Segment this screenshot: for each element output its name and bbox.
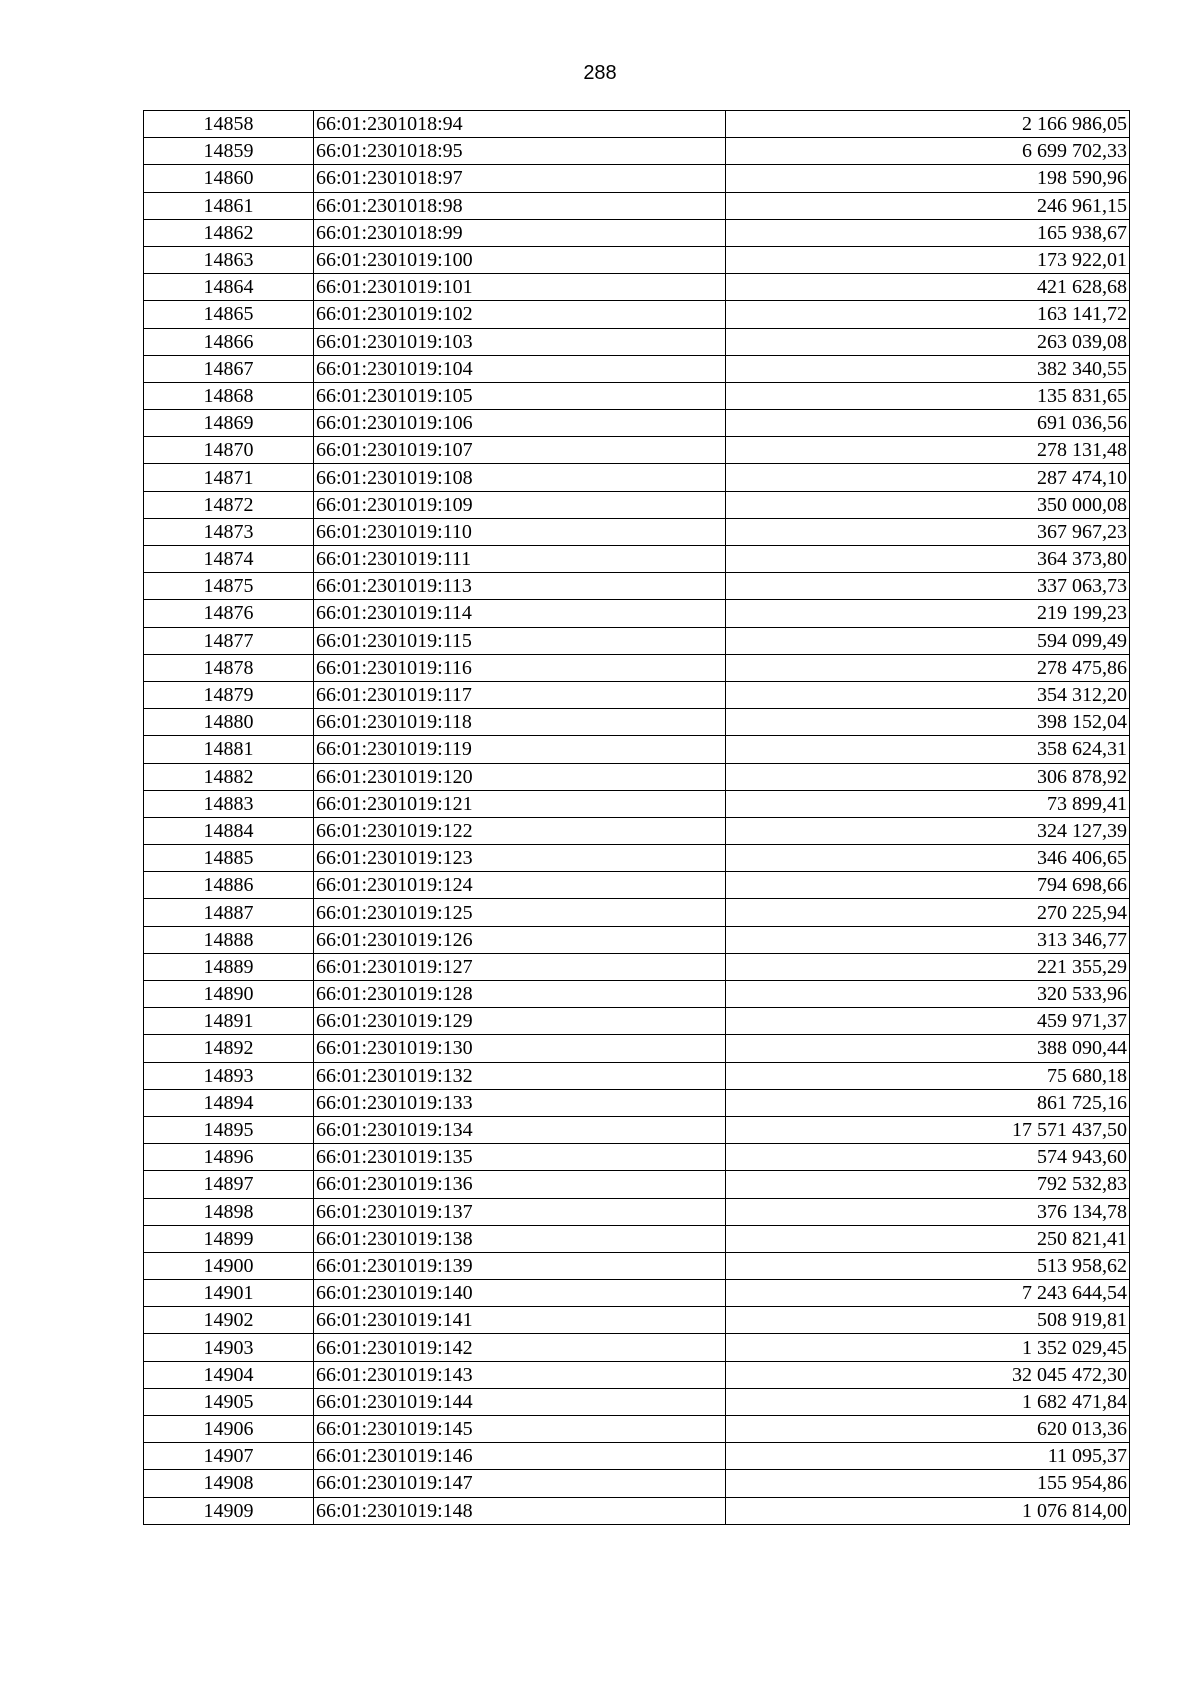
row-number-cell: 14888 <box>144 926 314 953</box>
cadastral-number-cell: 66:01:2301018:99 <box>314 219 726 246</box>
cadastral-number-cell: 66:01:2301019:111 <box>314 546 726 573</box>
table-row <box>144 464 1130 491</box>
cadastral-number-cell: 66:01:2301019:123 <box>314 845 726 872</box>
row-number-cell: 14886 <box>144 872 314 899</box>
table-row <box>144 1144 1130 1171</box>
row-number-cell: 14904 <box>144 1361 314 1388</box>
cadastral-value-cell: 459 971,37 <box>726 1008 1130 1035</box>
cadastral-value-cell: 250 821,41 <box>726 1225 1130 1252</box>
row-number-cell: 14883 <box>144 790 314 817</box>
table-row <box>144 355 1130 382</box>
row-number-cell: 14882 <box>144 763 314 790</box>
cadastral-number-cell: 66:01:2301019:103 <box>314 328 726 355</box>
table-row <box>144 1116 1130 1143</box>
cadastral-number-cell: 66:01:2301019:136 <box>314 1171 726 1198</box>
table-row <box>144 165 1130 192</box>
cadastral-value-cell: 350 000,08 <box>726 491 1130 518</box>
cadastral-number-cell: 66:01:2301019:132 <box>314 1062 726 1089</box>
cadastral-value-table <box>143 110 1130 1525</box>
table-row <box>144 627 1130 654</box>
cadastral-number-cell: 66:01:2301019:138 <box>314 1225 726 1252</box>
cadastral-number-cell: 66:01:2301019:139 <box>314 1252 726 1279</box>
row-number-cell: 14891 <box>144 1008 314 1035</box>
cadastral-value-cell: 163 141,72 <box>726 301 1130 328</box>
cadastral-value-cell: 337 063,73 <box>726 573 1130 600</box>
cadastral-number-cell: 66:01:2301019:133 <box>314 1089 726 1116</box>
table-row <box>144 1171 1130 1198</box>
cadastral-number-cell: 66:01:2301019:135 <box>314 1144 726 1171</box>
row-number-cell: 14889 <box>144 953 314 980</box>
row-number-cell: 14905 <box>144 1388 314 1415</box>
cadastral-number-cell: 66:01:2301019:146 <box>314 1443 726 1470</box>
row-number-cell: 14893 <box>144 1062 314 1089</box>
cadastral-value-cell: 574 943,60 <box>726 1144 1130 1171</box>
row-number-cell: 14869 <box>144 410 314 437</box>
cadastral-value-cell: 376 134,78 <box>726 1198 1130 1225</box>
cadastral-value-cell: 306 878,92 <box>726 763 1130 790</box>
row-number-cell: 14859 <box>144 138 314 165</box>
table-row <box>144 981 1130 1008</box>
row-number-cell: 14876 <box>144 600 314 627</box>
cadastral-value-cell: 278 131,48 <box>726 437 1130 464</box>
row-number-cell: 14873 <box>144 518 314 545</box>
cadastral-number-cell: 66:01:2301019:100 <box>314 246 726 273</box>
cadastral-value-cell: 513 958,62 <box>726 1252 1130 1279</box>
cadastral-value-cell: 354 312,20 <box>726 681 1130 708</box>
cadastral-number-cell: 66:01:2301018:95 <box>314 138 726 165</box>
cadastral-value-cell: 313 346,77 <box>726 926 1130 953</box>
table-row <box>144 1470 1130 1497</box>
row-number-cell: 14901 <box>144 1280 314 1307</box>
row-number-cell: 14864 <box>144 274 314 301</box>
table-row <box>144 736 1130 763</box>
cadastral-number-cell: 66:01:2301019:144 <box>314 1388 726 1415</box>
table-row <box>144 437 1130 464</box>
table-row <box>144 709 1130 736</box>
cadastral-value-cell: 32 045 472,30 <box>726 1361 1130 1388</box>
cadastral-value-cell: 7 243 644,54 <box>726 1280 1130 1307</box>
cadastral-value-cell: 246 961,15 <box>726 192 1130 219</box>
cadastral-value-cell: 73 899,41 <box>726 790 1130 817</box>
table-row <box>144 681 1130 708</box>
row-number-cell: 14862 <box>144 219 314 246</box>
row-number-cell: 14879 <box>144 681 314 708</box>
cadastral-value-cell: 198 590,96 <box>726 165 1130 192</box>
row-number-cell: 14870 <box>144 437 314 464</box>
cadastral-number-cell: 66:01:2301019:113 <box>314 573 726 600</box>
cadastral-value-cell: 1 682 471,84 <box>726 1388 1130 1415</box>
table-row <box>144 274 1130 301</box>
row-number-cell: 14880 <box>144 709 314 736</box>
cadastral-value-cell: 165 938,67 <box>726 219 1130 246</box>
row-number-cell: 14866 <box>144 328 314 355</box>
cadastral-number-cell: 66:01:2301019:134 <box>314 1116 726 1143</box>
table-row <box>144 926 1130 953</box>
cadastral-value-cell: 155 954,86 <box>726 1470 1130 1497</box>
cadastral-number-cell: 66:01:2301019:101 <box>314 274 726 301</box>
cadastral-number-cell: 66:01:2301019:127 <box>314 953 726 980</box>
table-row <box>144 763 1130 790</box>
table-row <box>144 491 1130 518</box>
row-number-cell: 14875 <box>144 573 314 600</box>
cadastral-number-cell: 66:01:2301019:145 <box>314 1416 726 1443</box>
cadastral-value-cell: 6 699 702,33 <box>726 138 1130 165</box>
cadastral-value-cell: 278 475,86 <box>726 654 1130 681</box>
table-row <box>144 600 1130 627</box>
row-number-cell: 14896 <box>144 1144 314 1171</box>
cadastral-value-cell: 219 199,23 <box>726 600 1130 627</box>
cadastral-number-cell: 66:01:2301018:97 <box>314 165 726 192</box>
cadastral-value-cell: 508 919,81 <box>726 1307 1130 1334</box>
row-number-cell: 14877 <box>144 627 314 654</box>
row-number-cell: 14890 <box>144 981 314 1008</box>
table-row <box>144 1497 1130 1524</box>
cadastral-number-cell: 66:01:2301018:94 <box>314 111 726 138</box>
cadastral-value-cell: 421 628,68 <box>726 274 1130 301</box>
table-row <box>144 845 1130 872</box>
cadastral-value-cell: 2 166 986,05 <box>726 111 1130 138</box>
cadastral-value-cell: 367 967,23 <box>726 518 1130 545</box>
cadastral-value-cell: 11 095,37 <box>726 1443 1130 1470</box>
cadastral-number-cell: 66:01:2301019:120 <box>314 763 726 790</box>
cadastral-value-cell: 1 352 029,45 <box>726 1334 1130 1361</box>
row-number-cell: 14894 <box>144 1089 314 1116</box>
row-number-cell: 14861 <box>144 192 314 219</box>
cadastral-number-cell: 66:01:2301019:119 <box>314 736 726 763</box>
cadastral-number-cell: 66:01:2301019:102 <box>314 301 726 328</box>
cadastral-number-cell: 66:01:2301019:140 <box>314 1280 726 1307</box>
table-row <box>144 192 1130 219</box>
row-number-cell: 14867 <box>144 355 314 382</box>
cadastral-number-cell: 66:01:2301019:104 <box>314 355 726 382</box>
cadastral-value-cell: 358 624,31 <box>726 736 1130 763</box>
row-number-cell: 14909 <box>144 1497 314 1524</box>
row-number-cell: 14872 <box>144 491 314 518</box>
cadastral-value-cell: 221 355,29 <box>726 953 1130 980</box>
cadastral-number-cell: 66:01:2301019:108 <box>314 464 726 491</box>
table-row <box>144 246 1130 273</box>
row-number-cell: 14868 <box>144 382 314 409</box>
cadastral-number-cell: 66:01:2301019:141 <box>314 1307 726 1334</box>
cadastral-number-cell: 66:01:2301019:125 <box>314 899 726 926</box>
cadastral-value-cell: 792 532,83 <box>726 1171 1130 1198</box>
cadastral-value-cell: 388 090,44 <box>726 1035 1130 1062</box>
table-row <box>144 219 1130 246</box>
row-number-cell: 14881 <box>144 736 314 763</box>
table-row <box>144 1361 1130 1388</box>
table-row <box>144 328 1130 355</box>
cadastral-value-cell: 691 036,56 <box>726 410 1130 437</box>
cadastral-value-cell: 173 922,01 <box>726 246 1130 273</box>
table-row <box>144 111 1130 138</box>
cadastral-value-cell: 320 533,96 <box>726 981 1130 1008</box>
table-row <box>144 817 1130 844</box>
cadastral-number-cell: 66:01:2301019:143 <box>314 1361 726 1388</box>
cadastral-value-cell: 135 831,65 <box>726 382 1130 409</box>
cadastral-number-cell: 66:01:2301019:118 <box>314 709 726 736</box>
cadastral-value-cell: 794 698,66 <box>726 872 1130 899</box>
row-number-cell: 14908 <box>144 1470 314 1497</box>
cadastral-value-cell: 75 680,18 <box>726 1062 1130 1089</box>
table-row <box>144 301 1130 328</box>
cadastral-number-cell: 66:01:2301019:106 <box>314 410 726 437</box>
row-number-cell: 14878 <box>144 654 314 681</box>
cadastral-value-cell: 594 099,49 <box>726 627 1130 654</box>
cadastral-number-cell: 66:01:2301019:122 <box>314 817 726 844</box>
cadastral-number-cell: 66:01:2301019:105 <box>314 382 726 409</box>
cadastral-value-cell: 861 725,16 <box>726 1089 1130 1116</box>
row-number-cell: 14903 <box>144 1334 314 1361</box>
table-body <box>144 111 1130 1525</box>
cadastral-value-cell: 17 571 437,50 <box>726 1116 1130 1143</box>
row-number-cell: 14898 <box>144 1198 314 1225</box>
row-number-cell: 14858 <box>144 111 314 138</box>
table-row <box>144 1089 1130 1116</box>
cadastral-number-cell: 66:01:2301019:114 <box>314 600 726 627</box>
cadastral-number-cell: 66:01:2301018:98 <box>314 192 726 219</box>
table-row <box>144 1280 1130 1307</box>
row-number-cell: 14902 <box>144 1307 314 1334</box>
row-number-cell: 14892 <box>144 1035 314 1062</box>
cadastral-value-cell: 382 340,55 <box>726 355 1130 382</box>
row-number-cell: 14885 <box>144 845 314 872</box>
table-row <box>144 1252 1130 1279</box>
row-number-cell: 14871 <box>144 464 314 491</box>
cadastral-number-cell: 66:01:2301019:115 <box>314 627 726 654</box>
table-row <box>144 1225 1130 1252</box>
cadastral-value-cell: 398 152,04 <box>726 709 1130 736</box>
cadastral-value-cell: 270 225,94 <box>726 899 1130 926</box>
row-number-cell: 14895 <box>144 1116 314 1143</box>
table-row <box>144 654 1130 681</box>
table-row <box>144 1198 1130 1225</box>
row-number-cell: 14860 <box>144 165 314 192</box>
table-row <box>144 1416 1130 1443</box>
cadastral-value-cell: 287 474,10 <box>726 464 1130 491</box>
row-number-cell: 14900 <box>144 1252 314 1279</box>
row-number-cell: 14907 <box>144 1443 314 1470</box>
cadastral-value-cell: 346 406,65 <box>726 845 1130 872</box>
cadastral-number-cell: 66:01:2301019:117 <box>314 681 726 708</box>
table-row <box>144 573 1130 600</box>
table-row <box>144 899 1130 926</box>
cadastral-number-cell: 66:01:2301019:130 <box>314 1035 726 1062</box>
cadastral-value-cell: 620 013,36 <box>726 1416 1130 1443</box>
row-number-cell: 14887 <box>144 899 314 926</box>
row-number-cell: 14897 <box>144 1171 314 1198</box>
cadastral-value-cell: 324 127,39 <box>726 817 1130 844</box>
table-row <box>144 546 1130 573</box>
cadastral-number-cell: 66:01:2301019:110 <box>314 518 726 545</box>
cadastral-number-cell: 66:01:2301019:107 <box>314 437 726 464</box>
table-row <box>144 1035 1130 1062</box>
cadastral-number-cell: 66:01:2301019:147 <box>314 1470 726 1497</box>
cadastral-number-cell: 66:01:2301019:116 <box>314 654 726 681</box>
cadastral-number-cell: 66:01:2301019:121 <box>314 790 726 817</box>
cadastral-value-cell: 263 039,08 <box>726 328 1130 355</box>
cadastral-number-cell: 66:01:2301019:109 <box>314 491 726 518</box>
cadastral-number-cell: 66:01:2301019:124 <box>314 872 726 899</box>
row-number-cell: 14865 <box>144 301 314 328</box>
table-row <box>144 518 1130 545</box>
cadastral-number-cell: 66:01:2301019:137 <box>314 1198 726 1225</box>
cadastral-value-cell: 364 373,80 <box>726 546 1130 573</box>
cadastral-number-cell: 66:01:2301019:128 <box>314 981 726 1008</box>
table-row <box>144 1008 1130 1035</box>
row-number-cell: 14884 <box>144 817 314 844</box>
table-row <box>144 1388 1130 1415</box>
table-row <box>144 790 1130 817</box>
cadastral-value-cell: 1 076 814,00 <box>726 1497 1130 1524</box>
table-row <box>144 382 1130 409</box>
cadastral-number-cell: 66:01:2301019:148 <box>314 1497 726 1524</box>
table-row <box>144 1443 1130 1470</box>
table-row <box>144 953 1130 980</box>
table-row <box>144 1334 1130 1361</box>
table-row <box>144 138 1130 165</box>
cadastral-number-cell: 66:01:2301019:142 <box>314 1334 726 1361</box>
row-number-cell: 14899 <box>144 1225 314 1252</box>
table-row <box>144 1307 1130 1334</box>
table-row <box>144 872 1130 899</box>
table-row <box>144 1062 1130 1089</box>
row-number-cell: 14874 <box>144 546 314 573</box>
page-number: 288 <box>583 62 617 84</box>
row-number-cell: 14906 <box>144 1416 314 1443</box>
table-row <box>144 410 1130 437</box>
row-number-cell: 14863 <box>144 246 314 273</box>
cadastral-number-cell: 66:01:2301019:129 <box>314 1008 726 1035</box>
cadastral-number-cell: 66:01:2301019:126 <box>314 926 726 953</box>
